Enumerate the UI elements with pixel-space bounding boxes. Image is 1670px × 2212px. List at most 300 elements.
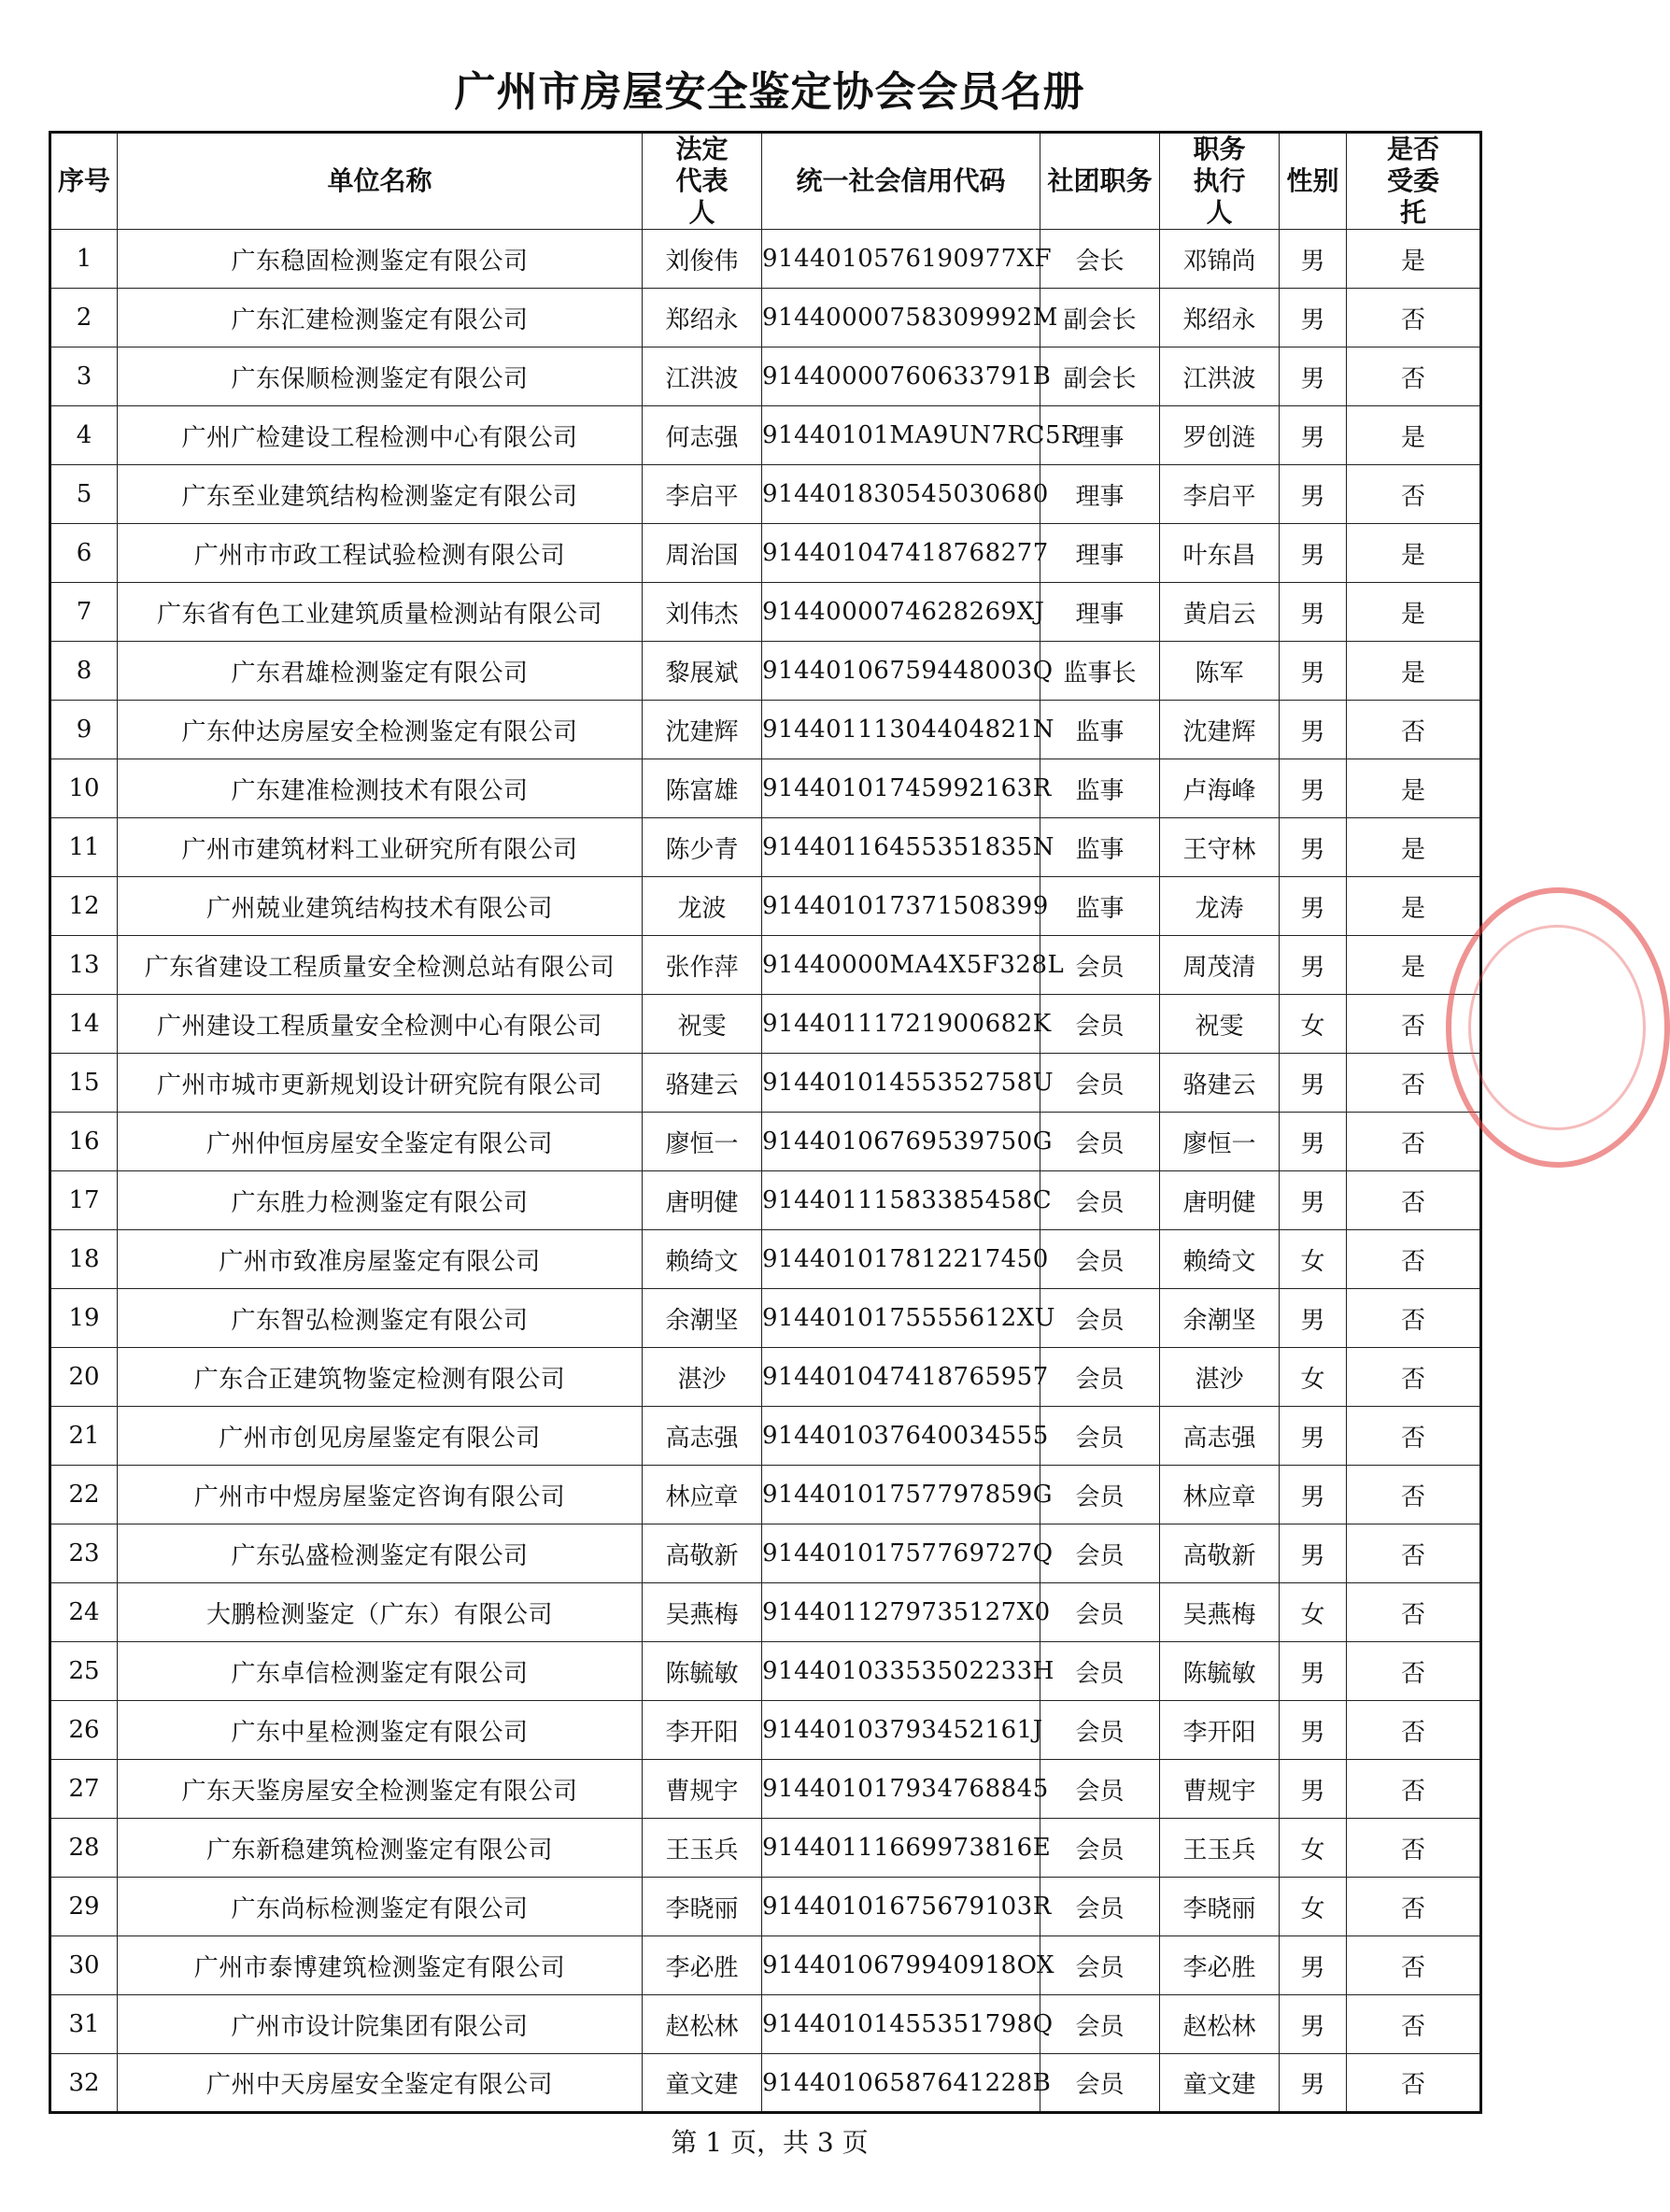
cell-gender: 男 (1280, 877, 1347, 936)
cell-role-executive: 高志强 (1160, 1407, 1280, 1466)
cell-entrusted: 是 (1347, 877, 1481, 936)
cell-entrusted: 否 (1347, 2054, 1481, 2113)
cell-association-role: 会员 (1040, 936, 1160, 995)
cell-association-role: 会员 (1040, 1230, 1160, 1289)
cell-role-executive: 陈军 (1160, 642, 1280, 701)
cell-gender: 男 (1280, 524, 1347, 583)
cell-credit-code: 91440116455351835N (762, 818, 1040, 877)
cell-association-role: 会员 (1040, 1995, 1160, 2054)
cell-row-index: 14 (50, 995, 118, 1054)
cell-role-executive: 沈建辉 (1160, 701, 1280, 759)
cell-gender: 男 (1280, 230, 1347, 289)
cell-gender: 男 (1280, 1289, 1347, 1348)
cell-gender: 女 (1280, 1348, 1347, 1407)
cell-entrusted: 否 (1347, 1524, 1481, 1583)
cell-association-role: 会长 (1040, 230, 1160, 289)
cell-legal-representative: 高敬新 (643, 1524, 762, 1583)
cell-association-role: 监事长 (1040, 642, 1160, 701)
cell-association-role: 会员 (1040, 1583, 1160, 1642)
table-row (50, 1878, 1481, 1936)
cell-gender: 男 (1280, 642, 1347, 701)
cell-unit-name: 广州仲恒房屋安全鉴定有限公司 (118, 1113, 643, 1171)
table-row (50, 1407, 1481, 1466)
cell-row-index: 3 (50, 347, 118, 406)
table-row (50, 1995, 1481, 2054)
cell-role-executive: 湛沙 (1160, 1348, 1280, 1407)
cell-row-index: 18 (50, 1230, 118, 1289)
cell-unit-name: 广州市设计院集团有限公司 (118, 1995, 643, 2054)
cell-credit-code: 91440101455351798Q (762, 1995, 1040, 2054)
cell-entrusted: 否 (1347, 1407, 1481, 1466)
cell-role-executive: 骆建云 (1160, 1054, 1280, 1113)
cell-credit-code: 914401830545030680 (762, 465, 1040, 524)
cell-entrusted: 否 (1347, 1995, 1481, 2054)
cell-legal-representative: 曹规宇 (643, 1760, 762, 1819)
cell-entrusted: 是 (1347, 406, 1481, 465)
cell-gender: 女 (1280, 1583, 1347, 1642)
cell-entrusted: 否 (1347, 1642, 1481, 1701)
cell-gender: 女 (1280, 1230, 1347, 1289)
cell-unit-name: 广东保顺检测鉴定有限公司 (118, 347, 643, 406)
cell-unit-name: 广东胜力检测鉴定有限公司 (118, 1171, 643, 1230)
cell-credit-code: 91440106759448003Q (762, 642, 1040, 701)
cell-row-index: 31 (50, 1995, 118, 2054)
cell-legal-representative: 唐明健 (643, 1171, 762, 1230)
cell-legal-representative: 龙波 (643, 877, 762, 936)
cell-entrusted: 是 (1347, 936, 1481, 995)
cell-gender: 男 (1280, 759, 1347, 818)
cell-row-index: 20 (50, 1348, 118, 1407)
cell-row-index: 7 (50, 583, 118, 642)
cell-unit-name: 广州市中煜房屋鉴定咨询有限公司 (118, 1466, 643, 1524)
cell-legal-representative: 刘俊伟 (643, 230, 762, 289)
table-header-row (50, 133, 1481, 230)
page-title: 广州市房屋安全鉴定协会会员名册 (454, 68, 1085, 116)
cell-entrusted: 否 (1347, 1289, 1481, 1348)
cell-credit-code: 91440101455352758U (762, 1054, 1040, 1113)
cell-role-executive: 叶东昌 (1160, 524, 1280, 583)
cell-row-index: 19 (50, 1289, 118, 1348)
cell-credit-code: 91440000758309992M (762, 289, 1040, 347)
cell-unit-name: 广东仲达房屋安全检测鉴定有限公司 (118, 701, 643, 759)
cell-row-index: 10 (50, 759, 118, 818)
table-row (50, 1230, 1481, 1289)
cell-association-role: 会员 (1040, 995, 1160, 1054)
cell-gender: 男 (1280, 289, 1347, 347)
cell-unit-name: 广州建设工程质量安全检测中心有限公司 (118, 995, 643, 1054)
table-row (50, 877, 1481, 936)
cell-entrusted: 否 (1347, 1819, 1481, 1878)
cell-association-role: 会员 (1040, 1113, 1160, 1171)
cell-credit-code: 91440111669973816E (762, 1819, 1040, 1878)
page-footer: 第 1 页，共 3 页 (671, 2127, 869, 2158)
cell-entrusted: 否 (1347, 1466, 1481, 1524)
cell-entrusted: 否 (1347, 1054, 1481, 1113)
cell-row-index: 16 (50, 1113, 118, 1171)
cell-credit-code: 914401047418765957 (762, 1348, 1040, 1407)
cell-gender: 男 (1280, 701, 1347, 759)
cell-row-index: 23 (50, 1524, 118, 1583)
cell-role-executive: 龙涛 (1160, 877, 1280, 936)
table-row (50, 759, 1481, 818)
cell-credit-code: 914401037640034555 (762, 1407, 1040, 1466)
table-row (50, 1348, 1481, 1407)
cell-association-role: 理事 (1040, 465, 1160, 524)
cell-role-executive: 卢海峰 (1160, 759, 1280, 818)
cell-credit-code: 91440106587641228B (762, 2054, 1040, 2113)
cell-row-index: 11 (50, 818, 118, 877)
cell-association-role: 会员 (1040, 1524, 1160, 1583)
cell-entrusted: 否 (1347, 289, 1481, 347)
cell-entrusted: 是 (1347, 524, 1481, 583)
cell-entrusted: 是 (1347, 642, 1481, 701)
cell-gender: 男 (1280, 1701, 1347, 1760)
cell-legal-representative: 陈富雄 (643, 759, 762, 818)
cell-row-index: 29 (50, 1878, 118, 1936)
cell-row-index: 4 (50, 406, 118, 465)
cell-gender: 男 (1280, 1760, 1347, 1819)
table-row (50, 1113, 1481, 1171)
cell-gender: 男 (1280, 1936, 1347, 1995)
cell-unit-name: 广州市创见房屋鉴定有限公司 (118, 1407, 643, 1466)
cell-association-role: 会员 (1040, 1466, 1160, 1524)
table-row (50, 465, 1481, 524)
cell-gender: 男 (1280, 2054, 1347, 2113)
table-row (50, 1524, 1481, 1583)
cell-unit-name: 广东卓信检测鉴定有限公司 (118, 1642, 643, 1701)
header-credit-code: 统一社会信用代码 (762, 133, 1040, 230)
cell-unit-name: 广东智弘检测鉴定有限公司 (118, 1289, 643, 1348)
cell-role-executive: 江洪波 (1160, 347, 1280, 406)
cell-association-role: 会员 (1040, 1289, 1160, 1348)
cell-role-executive: 林应章 (1160, 1466, 1280, 1524)
cell-entrusted: 是 (1347, 230, 1481, 289)
cell-association-role: 监事 (1040, 759, 1160, 818)
cell-association-role: 会员 (1040, 1407, 1160, 1466)
cell-role-executive: 曹规宇 (1160, 1760, 1280, 1819)
cell-entrusted: 否 (1347, 1583, 1481, 1642)
cell-entrusted: 否 (1347, 1760, 1481, 1819)
cell-gender: 男 (1280, 1054, 1347, 1113)
cell-row-index: 25 (50, 1642, 118, 1701)
cell-legal-representative: 陈少青 (643, 818, 762, 877)
cell-role-executive: 李启平 (1160, 465, 1280, 524)
cell-entrusted: 是 (1347, 759, 1481, 818)
cell-role-executive: 赖绮文 (1160, 1230, 1280, 1289)
cell-association-role: 会员 (1040, 1348, 1160, 1407)
cell-association-role: 理事 (1040, 583, 1160, 642)
cell-gender: 男 (1280, 1995, 1347, 2054)
cell-association-role: 会员 (1040, 2054, 1160, 2113)
cell-legal-representative: 李启平 (643, 465, 762, 524)
cell-role-executive: 罗创涟 (1160, 406, 1280, 465)
cell-association-role: 监事 (1040, 818, 1160, 877)
cell-role-executive: 王守林 (1160, 818, 1280, 877)
cell-unit-name: 广州兢业建筑结构技术有限公司 (118, 877, 643, 936)
cell-unit-name: 广东至业建筑结构检测鉴定有限公司 (118, 465, 643, 524)
cell-credit-code: 91440000MA4X5F328L (762, 936, 1040, 995)
cell-credit-code: 91440101675679103R (762, 1878, 1040, 1936)
cell-credit-code: 91440101MA9UN7RC5R (762, 406, 1040, 465)
cell-role-executive: 郑绍永 (1160, 289, 1280, 347)
cell-association-role: 会员 (1040, 1642, 1160, 1701)
cell-gender: 男 (1280, 465, 1347, 524)
cell-legal-representative: 湛沙 (643, 1348, 762, 1407)
cell-row-index: 8 (50, 642, 118, 701)
cell-unit-name: 广东省建设工程质量安全检测总站有限公司 (118, 936, 643, 995)
cell-credit-code: 914401017934768845 (762, 1760, 1040, 1819)
cell-gender: 男 (1280, 406, 1347, 465)
cell-legal-representative: 童文建 (643, 2054, 762, 2113)
table-row (50, 642, 1481, 701)
cell-credit-code: 914401017371508399 (762, 877, 1040, 936)
cell-unit-name: 广州市城市更新规划设计研究院有限公司 (118, 1054, 643, 1113)
cell-gender: 男 (1280, 1466, 1347, 1524)
table-row (50, 701, 1481, 759)
cell-association-role: 副会长 (1040, 289, 1160, 347)
cell-association-role: 会员 (1040, 1878, 1160, 1936)
cell-unit-name: 广州中天房屋安全鉴定有限公司 (118, 2054, 643, 2113)
table-row (50, 524, 1481, 583)
cell-credit-code: 91440101757769727Q (762, 1524, 1040, 1583)
cell-association-role: 会员 (1040, 1936, 1160, 1995)
table-row (50, 1936, 1481, 1995)
cell-unit-name: 广东中星检测鉴定有限公司 (118, 1701, 643, 1760)
cell-credit-code: 9144011279735127X0 (762, 1583, 1040, 1642)
cell-association-role: 理事 (1040, 524, 1160, 583)
cell-gender: 男 (1280, 583, 1347, 642)
cell-association-role: 会员 (1040, 1701, 1160, 1760)
cell-legal-representative: 沈建辉 (643, 701, 762, 759)
cell-credit-code: 91440111304404821N (762, 701, 1040, 759)
cell-row-index: 32 (50, 2054, 118, 2113)
cell-credit-code: 91440101745992163R (762, 759, 1040, 818)
table-row (50, 230, 1481, 289)
cell-gender: 男 (1280, 1113, 1347, 1171)
cell-row-index: 9 (50, 701, 118, 759)
table-row (50, 1171, 1481, 1230)
table-row (50, 1701, 1481, 1760)
cell-unit-name: 广东天鉴房屋安全检测鉴定有限公司 (118, 1760, 643, 1819)
cell-role-executive: 童文建 (1160, 2054, 1280, 2113)
cell-gender: 男 (1280, 1524, 1347, 1583)
table-row (50, 1760, 1481, 1819)
cell-association-role: 会员 (1040, 1171, 1160, 1230)
cell-legal-representative: 陈毓敏 (643, 1642, 762, 1701)
cell-legal-representative: 赖绮文 (643, 1230, 762, 1289)
cell-credit-code: 91440111721900682K (762, 995, 1040, 1054)
cell-legal-representative: 廖恒一 (643, 1113, 762, 1171)
table-row (50, 1583, 1481, 1642)
table-row (50, 2054, 1481, 2113)
cell-gender: 女 (1280, 1819, 1347, 1878)
cell-legal-representative: 高志强 (643, 1407, 762, 1466)
cell-gender: 男 (1280, 1407, 1347, 1466)
cell-unit-name: 广东稳固检测鉴定有限公司 (118, 230, 643, 289)
header-role: 社团职务 (1040, 133, 1160, 230)
table-row (50, 1054, 1481, 1113)
cell-association-role: 副会长 (1040, 347, 1160, 406)
cell-role-executive: 廖恒一 (1160, 1113, 1280, 1171)
table-row (50, 289, 1481, 347)
cell-row-index: 27 (50, 1760, 118, 1819)
cell-credit-code: 91440000760633791B (762, 347, 1040, 406)
cell-entrusted: 否 (1347, 995, 1481, 1054)
cell-role-executive: 吴燕梅 (1160, 1583, 1280, 1642)
cell-credit-code: 91440111583385458C (762, 1171, 1040, 1230)
cell-association-role: 监事 (1040, 877, 1160, 936)
cell-row-index: 1 (50, 230, 118, 289)
cell-row-index: 5 (50, 465, 118, 524)
cell-unit-name: 广东合正建筑物鉴定检测有限公司 (118, 1348, 643, 1407)
cell-unit-name: 广州市致准房屋鉴定有限公司 (118, 1230, 643, 1289)
cell-credit-code: 9144010679940918OX (762, 1936, 1040, 1995)
table-row (50, 406, 1481, 465)
cell-row-index: 30 (50, 1936, 118, 1995)
cell-gender: 男 (1280, 936, 1347, 995)
cell-legal-representative: 周治国 (643, 524, 762, 583)
cell-entrusted: 否 (1347, 1701, 1481, 1760)
cell-legal-representative: 余潮坚 (643, 1289, 762, 1348)
cell-unit-name: 大鹏检测鉴定（广东）有限公司 (118, 1583, 643, 1642)
cell-role-executive: 祝雯 (1160, 995, 1280, 1054)
cell-unit-name: 广东新稳建筑检测鉴定有限公司 (118, 1819, 643, 1878)
cell-association-role: 会员 (1040, 1760, 1160, 1819)
cell-credit-code: 91440101757797859G (762, 1466, 1040, 1524)
cell-role-executive: 黄启云 (1160, 583, 1280, 642)
cell-row-index: 17 (50, 1171, 118, 1230)
cell-entrusted: 否 (1347, 1936, 1481, 1995)
cell-credit-code: 91440106769539750G (762, 1113, 1040, 1171)
cell-row-index: 22 (50, 1466, 118, 1524)
cell-entrusted: 否 (1347, 1348, 1481, 1407)
cell-credit-code: 9144010175555612XU (762, 1289, 1040, 1348)
cell-row-index: 6 (50, 524, 118, 583)
table-row (50, 995, 1481, 1054)
table-body (50, 230, 1481, 2113)
cell-role-executive: 唐明健 (1160, 1171, 1280, 1230)
cell-credit-code: 9144010576190977XF (762, 230, 1040, 289)
cell-role-executive: 陈毓敏 (1160, 1642, 1280, 1701)
cell-role-executive: 余潮坚 (1160, 1289, 1280, 1348)
cell-unit-name: 广州广检建设工程检测中心有限公司 (118, 406, 643, 465)
cell-unit-name: 广州市市政工程试验检测有限公司 (118, 524, 643, 583)
cell-unit-name: 广东尚标检测鉴定有限公司 (118, 1878, 643, 1936)
cell-role-executive: 李必胜 (1160, 1936, 1280, 1995)
table-row (50, 818, 1481, 877)
cell-unit-name: 广东君雄检测鉴定有限公司 (118, 642, 643, 701)
cell-credit-code: 914401017812217450 (762, 1230, 1040, 1289)
cell-entrusted: 否 (1347, 1113, 1481, 1171)
cell-legal-representative: 李必胜 (643, 1936, 762, 1995)
cell-association-role: 理事 (1040, 406, 1160, 465)
cell-entrusted: 否 (1347, 1230, 1481, 1289)
cell-credit-code: 914401047418768277 (762, 524, 1040, 583)
cell-entrusted: 否 (1347, 347, 1481, 406)
cell-unit-name: 广州市建筑材料工业研究所有限公司 (118, 818, 643, 877)
cell-entrusted: 否 (1347, 1171, 1481, 1230)
cell-unit-name: 广东建准检测技术有限公司 (118, 759, 643, 818)
cell-row-index: 28 (50, 1819, 118, 1878)
cell-legal-representative: 郑绍永 (643, 289, 762, 347)
cell-legal-representative: 林应章 (643, 1466, 762, 1524)
cell-legal-representative: 王玉兵 (643, 1819, 762, 1878)
cell-row-index: 21 (50, 1407, 118, 1466)
official-seal-inner-ring (1468, 925, 1646, 1130)
cell-legal-representative: 刘伟杰 (643, 583, 762, 642)
cell-role-executive: 李开阳 (1160, 1701, 1280, 1760)
cell-credit-code: 91440103353502233H (762, 1642, 1040, 1701)
cell-row-index: 13 (50, 936, 118, 995)
cell-unit-name: 广东省有色工业建筑质量检测站有限公司 (118, 583, 643, 642)
cell-legal-representative: 祝雯 (643, 995, 762, 1054)
cell-legal-representative: 李晓丽 (643, 1878, 762, 1936)
cell-row-index: 2 (50, 289, 118, 347)
cell-gender: 女 (1280, 1878, 1347, 1936)
table-row (50, 936, 1481, 995)
header-unit: 单位名称 (118, 133, 643, 230)
cell-unit-name: 广东弘盛检测鉴定有限公司 (118, 1524, 643, 1583)
header-executive: 职务执行人 (1160, 133, 1280, 230)
table-row (50, 583, 1481, 642)
cell-legal-representative: 黎展斌 (643, 642, 762, 701)
cell-legal-representative: 李开阳 (643, 1701, 762, 1760)
cell-row-index: 24 (50, 1583, 118, 1642)
table-row (50, 1289, 1481, 1348)
cell-legal-representative: 赵松林 (643, 1995, 762, 2054)
header-legal-rep: 法定代表人 (643, 133, 762, 230)
cell-legal-representative: 骆建云 (643, 1054, 762, 1113)
cell-entrusted: 是 (1347, 818, 1481, 877)
cell-role-executive: 李晓丽 (1160, 1878, 1280, 1936)
cell-association-role: 会员 (1040, 1054, 1160, 1113)
cell-role-executive: 王玉兵 (1160, 1819, 1280, 1878)
cell-role-executive: 赵松林 (1160, 1995, 1280, 2054)
cell-entrusted: 否 (1347, 465, 1481, 524)
cell-legal-representative: 江洪波 (643, 347, 762, 406)
cell-association-role: 监事 (1040, 701, 1160, 759)
header-gender: 性别 (1280, 133, 1347, 230)
header-index: 序号 (50, 133, 118, 230)
cell-entrusted: 否 (1347, 701, 1481, 759)
cell-gender: 男 (1280, 347, 1347, 406)
header-entrusted: 是否受委托 (1347, 133, 1481, 230)
cell-legal-representative: 何志强 (643, 406, 762, 465)
cell-gender: 男 (1280, 1642, 1347, 1701)
table-row (50, 1819, 1481, 1878)
cell-association-role: 会员 (1040, 1819, 1160, 1878)
cell-gender: 男 (1280, 1171, 1347, 1230)
table-row (50, 1642, 1481, 1701)
cell-legal-representative: 张作萍 (643, 936, 762, 995)
cell-gender: 女 (1280, 995, 1347, 1054)
table-row (50, 1466, 1481, 1524)
cell-role-executive: 周茂清 (1160, 936, 1280, 995)
cell-credit-code: 9144000074628269XJ (762, 583, 1040, 642)
cell-row-index: 26 (50, 1701, 118, 1760)
cell-entrusted: 否 (1347, 1878, 1481, 1936)
member-roster-table (49, 131, 1482, 2114)
cell-role-executive: 邓锦尚 (1160, 230, 1280, 289)
cell-legal-representative: 吴燕梅 (643, 1583, 762, 1642)
cell-gender: 男 (1280, 818, 1347, 877)
cell-credit-code: 91440103793452161J (762, 1701, 1040, 1760)
cell-role-executive: 高敬新 (1160, 1524, 1280, 1583)
cell-entrusted: 是 (1347, 583, 1481, 642)
table-row (50, 347, 1481, 406)
cell-unit-name: 广州市泰博建筑检测鉴定有限公司 (118, 1936, 643, 1995)
cell-row-index: 15 (50, 1054, 118, 1113)
